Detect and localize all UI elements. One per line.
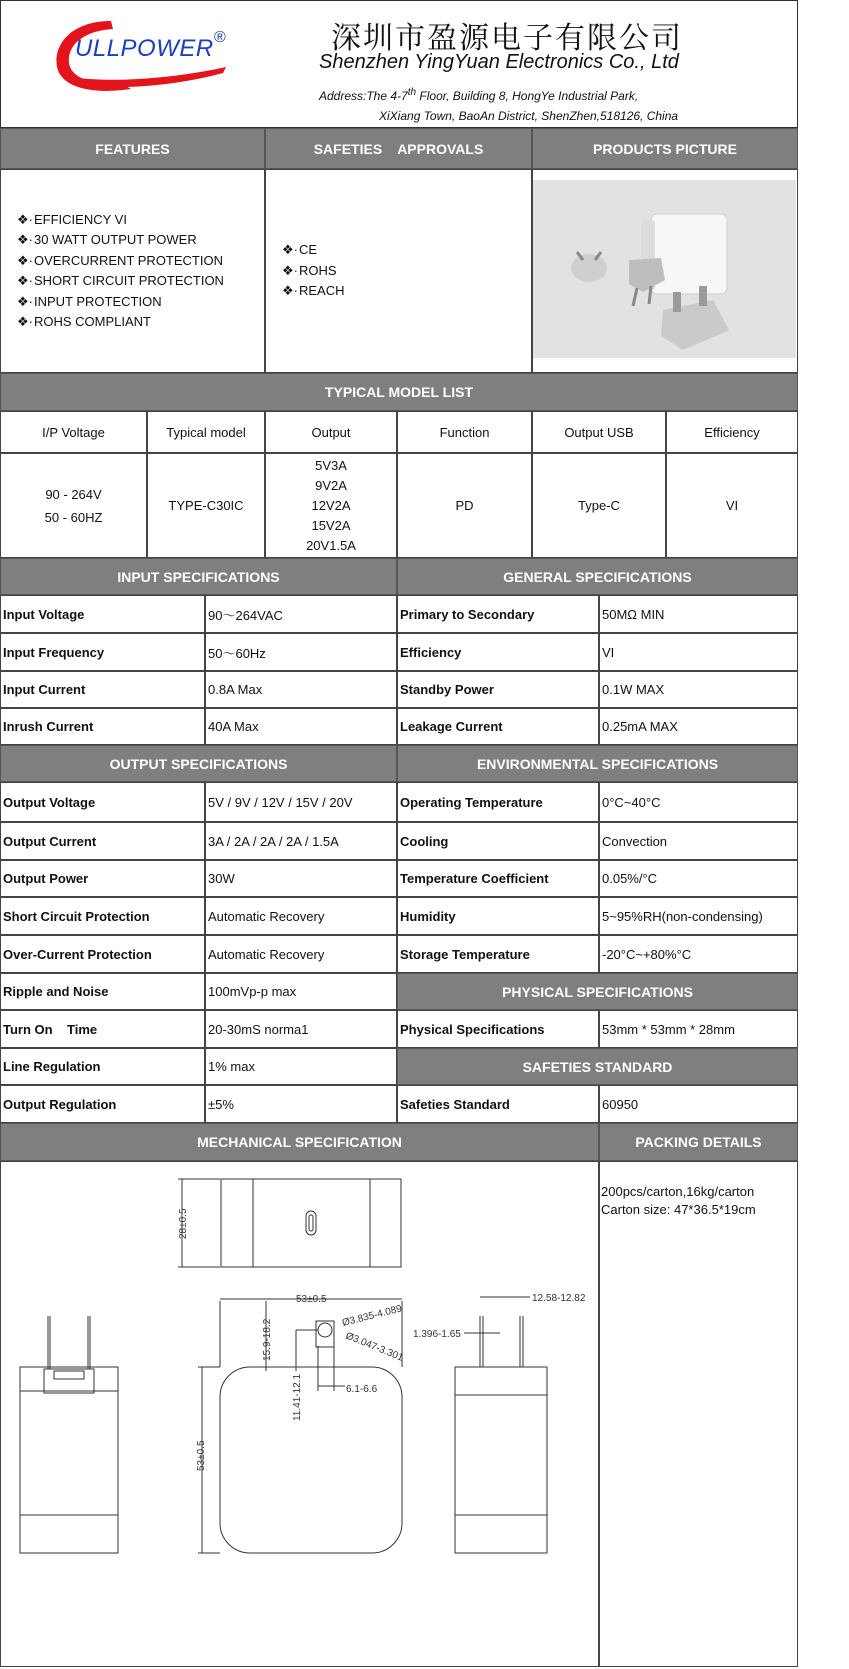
list-item: ❖· 30 WATT OUTPUT POWER (17, 230, 224, 251)
environmental-specs-header: ENVIRONMENTAL SPECIFICATIONS (397, 745, 798, 782)
typical-model-value: TYPE-C30IC (147, 453, 265, 558)
spec-label: Short Circuit Protection (0, 897, 205, 935)
spec-label: Over-Current Protection (0, 935, 205, 973)
packing-line: Carton size: 47*36.5*19cm (601, 1202, 756, 1217)
list-item: ❖· INPUT PROTECTION (17, 292, 224, 313)
spec-label: Humidity (397, 897, 599, 935)
approvals-list (282, 240, 345, 302)
spec-label: Storage Temperature (397, 935, 599, 973)
spec-value: 100mVp-p max (205, 973, 397, 1010)
spec-label: Efficiency (397, 633, 599, 671)
spec-value: 1% max (205, 1048, 397, 1085)
col-output: Output (265, 411, 397, 453)
mechanical-spec-header: MECHANICAL SPECIFICATION (0, 1123, 599, 1161)
list-item: ❖· OVERCURRENT PROTECTION (17, 251, 224, 272)
spec-value: Automatic Recovery (205, 935, 397, 973)
spec-label: Cooling (397, 822, 599, 860)
address-line-1: Address:The 4-7th Floor, Building 8, HongYe Industrial Park, (319, 87, 639, 103)
list-item: ❖· ROHS (282, 261, 345, 282)
spec-label: Standby Power (397, 671, 599, 708)
spec-label: Leakage Current (397, 708, 599, 745)
features-list (17, 210, 224, 333)
col-output-usb: Output USB (532, 411, 666, 453)
dim-6-1: 6.1-6.6 (346, 1384, 378, 1395)
spec-label: Output Power (0, 860, 205, 897)
dim-11-41: 11.41-12.1 (292, 1373, 303, 1421)
spec-label: Inrush Current (0, 708, 205, 745)
physical-specs-header: PHYSICAL SPECIFICATIONS (397, 973, 798, 1010)
spec-value: 0.1W MAX (599, 671, 798, 708)
product-photo (533, 180, 796, 358)
col-efficiency: Efficiency (666, 411, 798, 453)
spec-value: 50～60Hz (205, 633, 397, 671)
spec-value: 50MΩ MIN (599, 595, 798, 633)
dim-12-58: 12.58-12.82 (532, 1293, 586, 1304)
features-box (0, 169, 265, 373)
spec-value: 5V / 9V / 12V / 15V / 20V (205, 782, 397, 822)
output-values: 5V3A 9V2A 12V2A 15V2A 20V1.5A (265, 453, 397, 558)
spec-label: Output Voltage (0, 782, 205, 822)
list-item: ❖· EFFICIENCY VI (17, 210, 224, 231)
safeties-standard-header: SAFETIES STANDARD (397, 1048, 798, 1085)
spec-label: Physical Specifications (397, 1010, 599, 1048)
packing-details-header: PACKING DETAILS (599, 1123, 798, 1161)
spec-value: 0.25mA MAX (599, 708, 798, 745)
general-specs-header: GENERAL SPECIFICATIONS (397, 558, 798, 595)
dim-53-width: 53±0.5 (296, 1294, 327, 1305)
spec-value: ±5% (205, 1085, 397, 1123)
col-ip-voltage: I/P Voltage (0, 411, 147, 453)
mechanical-side-views (0, 1161, 599, 1667)
address-line-2: XiXiang Town, BaoAn District, ShenZhen,518126, China (379, 109, 679, 123)
spec-label: Temperature Coefficient (397, 860, 599, 897)
company-name-en: Shenzhen YingYuan Electronics Co., Ltd (319, 51, 679, 73)
spec-label: Input Frequency (0, 633, 205, 671)
approvals-box (265, 169, 532, 373)
spec-value: -20°C~+80%°C (599, 935, 798, 973)
header (0, 0, 798, 128)
list-item: ❖· SHORT CIRCUIT PROTECTION (17, 271, 224, 292)
spec-label: Safeties Standard (397, 1085, 599, 1123)
features-header: FEATURES (0, 128, 265, 169)
products-picture-header: PRODUCTS PICTURE (532, 128, 798, 169)
ip-voltage-value: 90 - 264V 50 - 60HZ (0, 453, 147, 558)
spec-value: 30W (205, 860, 397, 897)
packing-box (599, 1161, 798, 1667)
efficiency-value: VI (666, 453, 798, 558)
registered-mark: ® (214, 29, 226, 46)
dim-1-396: 1.396-1.65 (413, 1329, 461, 1340)
dim-15-9: 15.9-18.2 (262, 1318, 273, 1361)
spec-value: 0.05%/°C (599, 860, 798, 897)
list-item: ❖· CE (282, 240, 345, 261)
spec-label: Ripple and Noise (0, 973, 205, 1010)
col-function: Function (397, 411, 532, 453)
dim-28: 28±0.5 (178, 1208, 189, 1239)
spec-label: Input Voltage (0, 595, 205, 633)
spec-label: Output Current (0, 822, 205, 860)
spec-value: VI (599, 633, 798, 671)
logo-text: ULLPOWER (75, 35, 214, 62)
spec-label: Output Regulation (0, 1085, 205, 1123)
output-specs-header: OUTPUT SPECIFICATIONS (0, 745, 397, 782)
spec-value: 90～264VAC (205, 595, 397, 633)
spec-label: Turn On Time (0, 1010, 205, 1048)
dim-53-height: 53±0.5 (196, 1440, 207, 1471)
spec-label: Operating Temperature (397, 782, 599, 822)
approvals-header: SAFETIES APPROVALS (265, 128, 532, 169)
spec-value: 5~95%RH(non-condensing) (599, 897, 798, 935)
function-value: PD (397, 453, 532, 558)
col-typical-model: Typical model (147, 411, 265, 453)
list-item: ❖· REACH (282, 281, 345, 302)
spec-value: 0°C~40°C (599, 782, 798, 822)
model-list-header: TYPICAL MODEL LIST (0, 373, 798, 411)
spec-value: 60950 (599, 1085, 798, 1123)
spec-value: 20-30mS norma1 (205, 1010, 397, 1048)
spec-label: Primary to Secondary (397, 595, 599, 633)
list-item: ❖· ROHS COMPLIANT (17, 312, 224, 333)
company-name-cn: 深圳市盈源电子有限公司 (331, 21, 683, 56)
spec-label: Line Regulation (0, 1048, 205, 1085)
dim-d3835: Ø3.835-4.089 (341, 1303, 404, 1329)
output-usb-value: Type-C (532, 453, 666, 558)
packing-line: 200pcs/carton,16kg/carton (601, 1184, 755, 1199)
dim-d3047: Ø3.047-3.301 (343, 1330, 405, 1364)
spec-value: Convection (599, 822, 798, 860)
input-specs-header: INPUT SPECIFICATIONS (0, 558, 397, 595)
spec-value: 40A Max (205, 708, 397, 745)
spec-value: 3A / 2A / 2A / 2A / 1.5A (205, 822, 397, 860)
spec-value: 0.8A Max (205, 671, 397, 708)
spec-value: 53mm * 53mm * 28mm (599, 1010, 798, 1048)
spec-label: Input Current (0, 671, 205, 708)
spec-value: Automatic Recovery (205, 897, 397, 935)
